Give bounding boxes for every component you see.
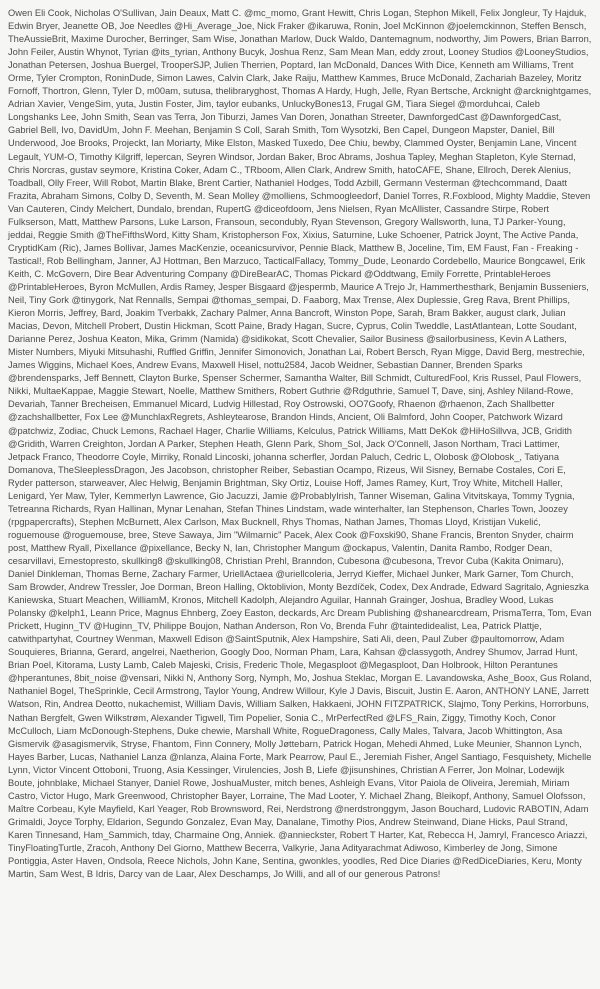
patron-credits-text: Owen Eli Cook, Nicholas O'Sullivan, Jain Deaux, Matt C. @mc_momo, Grant Hewitt, Chris Logan, Stephon Mikell, Felix Jongleur, Ty Hajduk, Edwin Bryer, Jeanette OB, Joe Needles @Hi_Average_Joe, Nick Fraker @ikaruwa, Ronin, Joel McKinnon @joelemckinnon, Steffen Bensch, TheAussieBrit, Maxime Durocher, Berringer, Sam Wise, Jonathan Marlow, Duck Waldo, Dantemagnum, nodworthy, Jim Powers, Brian Barron, John Feiler, Austin Whynot, Tyrian @its_tyrian, Anthony Bucyk, Joshua Renz, Sam Mean Man, eddy zrout, Looney Studios @LooneyStudios, Jonathan Petersen, Joshua Buergel, TrooperSJP, Julien Therrien, Poptard, Ian McDonald, Dances With Dice, Kenneth am Williams, Trent Orme, Tyler Crompton, RoninDude, Simon Lawes, Calvin Clark, Jake Raiju, Matthew Kammes, Bruce McDonald, Zachariah Bazeley, Moritz Fornoff, Thortron, Glenn, Tyler D, m00am, sutusa, thelibraryghost, Thomas A Hardy, Hugh, Jelle, Ryan Bertsche, Arcknight @arcknightgames, Adrian Xavier, VengeSim, yuta, Justin Foster, Jim, taylor eubanks, UnluckyBones13, Frugal GM, Tiara Siegel @morduhcai, Caleb Longshanks Lee, John Smith, Sean vas Terra, Jon Tiburzi, James Van Doren, Jonathan Streeter, DawnforgedCast @DawnforgedCast, Gabriel Bell, Ivo, DavidUm, John F. Meehan, Benjamin S Coll, Sarah Smith, Tom Wysotzki, Ben Capel, Dungeon Mapster, Daniel, Bill Underwood, Joe Brooks, Projeckt, Ian Moriarty, Mike Elston, Masked Tuxedo, Dee Chiu, bewby, Clammed Oyster, Benjamin Lane, Vincent Legault, YUM-O, Timothy Kilgriff, lepercan, Seyren Windsor, Jordan Baker, Broc Abrams, Joshua Tapley, Meghan Stapleton, Kyle Sternad, Chris Norcras, gustav seymore, Kristina Coker, Adam C., TRboom, Allen Clark, Andrew Smith, hatoCAFE, Shane, Ellroch, Derek Alenius, Toadball, Olly Freer, Will Robot, Martin Blake, Brent Cartier, Nathaniel Hodges, Todd Azbill, Germann Vesterman @techcommand, Daatt Frazita, Abraham Simons, Colby D, Seventh, M. Sean Molley @molliens, Schmoogleedorf, Daniel Torres, R.Foxblood, Mighty Maddie, Steven Van Cauteren, Cindy Melchert, Dundalo, brendan, RupertG @diceofdoom, Jens Nielsen, Ryan McAllister, Cassandre Stirpe, Robert Fulkserson, Matt, Matthew Parsons, Luke Larson, Fransoun, secondubly, Ryan Stevenson, Gregory Wallsworth, luna, TJ Parker-Young, jeddai, Reggie Smith @TheFifthsWord, Kitty Sham, Kristopherson Fox, Xixius, Saturnine, Luke Schoener, Patrick Joynt, The Active Panda, CryptidKam (Ric), James Bollivar, James MacKenzie, oceanicsurvivor, Pennie Black, Matthew B, Joceline, Tim, EM Faust, Fan - Freaking - Tastical!, Rob Bellingham, Janner, AJ Hottman, Ben Marzuco, TacticalFallacy, Tommy_Dude, Leonardo Cordebello, Maurice Bongcawel, Erik Keith, C. McGovern, Dire Bear Adventuring Company @DireBearAC, Thomas Pickard @Oddtwang, Emily Forrette, PrintableHeroes @PrintableHeroes, Byron McMullen, Ardis Ramey, Jesper Bisgaard @jespermb, Maurice A Trejo Jr, Hammerthesthark, Benjamin Busseniers, Neil, Tiny Gork @tinygork, Nat Rennalls, Sempai @thomas_sempai, D. Faaborg, Max Trense, Alex Duplessie, Greg Rava, Brent Phillips, Kieron Morris, Jeffrey, Bard, Joakim Tverbakk, Zachary Palmer, Anna Bancroft, Winston Pope, Sarah, Bram Bakker, august clark, Julian Macias, Devon, Mitchell Probert, Dustin Hickman, Scott Paine, Brady Hagan, Sucre, Cyprus, Colin Tweddle, LastAtlantean, Lotte Soudant, Darianne Perez, Joshua Keaton, Mika, Grimm (Namida) @sidikokat, Scott Chevalier, Sailor Business @sailorbusiness, Kevin A Lathers, Mister Numbers, Miyuki Mitsuhashi, Ruffled Griffin, Jennifer Simonovich, Jonathan Lai, Robert Bersch, Ryan Migge, David Berg, mestrechie, James Wiggins, Michael Koes, Andrew Evans, Maxwell Hisel, nottu2584, Jacob Weidner, Sebastian Danner, Brenden Sparks @brendensparks, Jeff Bennett, Clayton Burke, Spenser Schermer, Samantha Walter, Bill Schmidt, CulturedFool, Kris Russel, Paul Flowers, Nikki, MultaeKappae, Maggie Stewart, Noelle, Matthew Smithers, Robert Guthrie @Rdguthrie, Samuel T, Dave, sinj, Ashley Niland-Rowe, Devariah, Tanner Brecheisen, Emmanuel Micard, Ludvig Hillestad, Roy Ostrowski, OO7Goofy, Rhaenon @rhaenon, Zach Shallbetter @zachshallbetter, Fox Lee @MunchlaxRegrets, Ashleytearose, Brandon Hinds, Ancient, Oli Balmford, John Cooper, Patchwork Wizard @patchwiz, Zodiac, Chuck Lemons, Rachael Hager, Charlie Williams, Kelculus, Patrick Williams, Matt DeKok @HiHoSillvva, JCB, Gridith @Gridith, Warren Creighton, Jordan A Parker, Stephen Heath, Glenn Park, Shom_Sol, Jack O'Connell, Jason Northam, Traci Lattimer, Jetpack Franco, Theodorre Coyle, Mirriky, Ronald Lincoski, johanna scherfler, Jordan Paluch, Cedric L, Olobosk @Olobosk_, Tatiyana Domanova, TheSleeplessDragon, Jes Jacobson, christopher Reiber, Sebastian Ocampo, Rizeus, Wil Sisney, Bernabe Costales, Cori E, Ryder patterson, starweaver, Alec Helwig, Benjamin Brightman, Sky Ortiz, Louise Hoff, James Ramey, Kurt, Troy White, Mitchell Haller, Lenigard, Yer Maw, Tyler, Kemmerlyn Lawrence, Gio Jacuzzi, Jamie @ProbablyIrish, Tanner Wiseman, Galina Vitvitskaya, Tommy Tygnia, Tetreanna Richards, Ryan Hallinan, Mynar Lenahan, Stefan Thines Lindstam, wade winterhalter, Ian Stephenson, Charles Town, Joozey (rpgpapercrafts), Stephen McBurnett, Alex Carlson, Max Bucknell, Rhys Thomas, Nathan James, Thomas Lloyd, Kristijan Vukelić, roguemouse @roguemouse, bree, Steve Sawaya, Jim "Wilmarnic" Pacek, Alex Cook @Foxski90, Shane Francis, Brenton Snyder, chairm post, Matthew Ryall, Pixellance @pixellance, Becky N, Ian, Christopher Mangum @ockapus, Valentin, Danita Rambo, Rodger Dean, cesarvillavi, Ernestopresto, skullking8 @skullking08, Christian Prehl, Branndon, Cubesona @cubesona, Trevor Cuba (Kakita Onimaru), Daniel Dinkleman, Thomas Berne, Zachary Farmer, UriellActaea @uriellcoleria, Jerryd Kieffer, Michael Junker, Mark Garner, Tom Church, Sam Browder, Andrew Tressler, Joe Dorman, Breon Halling, Oktoblivion, Monty Bezdíček, Codex, Dex Andrade, Edward Sagritalo, Agnieszka Kaniewska, Stuart Meachen, WilliamM, Kronos, Mitchell Kadolph, Alejandro Aguilar, Hannah Grainger, Joshua, Bradley Wood, Lukas Polansky @kelph1, Leann Price, Magnus Ehnberg, Zoey Easton, deckards, Arc Dream Publishing @shanearcdream, PrismaTerra, Tom, Evan Prickett, Huginn_TV @Huginn_TV, Philippe Boujon, Nathan Anderson, Ron Vo, Brenda Fuhr @taintedidealist, Lea, Patrick Plattje, catwithpartyhat, Courtney Wenman, Maxwell Edison @SaintSputnik, Alex Hampshire, Sati Ali, deen, Paul Zuber @paultomorrow, Adam Souquieres, Brianna, Gerard, angelrei, Naetherion, Googly Doo, Norman Pham, Lara, Kahsan @classygoth, Andrey Shumov, Jarrad Hunt, Brian Poel, Kitorama, Lusty Lamb, Caleb Majeski, Crisis, Frederic Thole, Megasploot @Megasploot, Dan Holbrook, Hilton Perantunes @hperantunes, 8bit_noise @vensari, Nikki N, Anthony Sorg, Nymph, Mo, Joshua Steklac, Morgan E. Lavandowska, Ashe_Boox, Gus Roland, Nathaniel Bogel, TheSprinkle, Cecil Armstrong, Taylor Young, Andrew Willour, Kyle J Davis, Biscuit, Justin E. Aaron, ANTHONY LANE, Jarrett Watson, Rin, Andrea Deotto, nukachemist, William Davis, William Salken, Hakkaeni, JOHN FITZPATRICK, Slajmo, Tony Perkins, Horrorbuns, Nathan Bergfelt, Gwen Wilkstrøm, Alexander Tigwell, Tim Popelier, Sonia C., MrPerfectRed @LFS_Rain, Ziggy, Timothy Koch, Conor McCulloch, Liam McDonough-Stephens, Duke chewie, Marshall White, RogueDragoness, Cally Males, Talvara, Jacob Whittington, Asa Gismervik @asagismervik, Stryse, Fhantom, Finn Connery, Molly Jøttebarn, Patrick Hogan, Mehedi Ahmed, Luke Meunier, Shannon Lynch, Hayes Barber, Lucas, Nathaniel Lanza @nlanza, Alaina Forte, Mark Pearrow, Paul E., Jeremiah Fisher, Angel Santiago, Fesquishety, Michelle Lynn, Victor Vincent Ottoboni, Truong, Asia Kessinger, Virulencies, Josh B, Liefe @jisunshines, Christian A Ferrer, Jon Molnar, Lodewijk Boute, johnblake, Michael Stanyer, Daniel Rowe, JoshuaMuster, mitch benes, Ashleigh Evans, Vitor Paiola de Oliveira, Jeremiah, Miriam Castro, Victor Hugo, Mark Greenwood, Christopher Bayer, Lorraine, The Mad Looter, Y. Michael Zhang, Bleikopf, Anthony, Samuel Olofsson, Maître Corbeau, Kyle Mayfield, Karl Yeager, Rob Brownsword, Rei, Nerdstrong @nerdstronggym, Jason Bouchard, Ludovic RABOTIN, Adam Grimaldi, Joyce Torphy, Eldarion, Segundo Gonzalez, Evan May, Danalane, Timothy Pios, Andrew Steinwand, Diane Hicks, Paul Strand, Karen Tinnesand, Ham_Sammich, tday, Charmaine Ong, Anniek. @annieckster, Robert T Harter, Kat, Rebecca H, Jamryl, Francesco Ariazzi, TinyFloatingTurtle, Zracoh, Anthony Del Giorno, Matthew Becerra, Valkyrie, Jana Adityarachmat Adiwoso, Kimberley de Jong, Simone Pontiggia, Aster Haven, Ondsola, Reece Nichols, John Kane, Sentina, gwonkles, yoodles, Red Dice Diaries @RedDiceDiaries, Keru, Monty Martin, Sam West, B Idris, Darcy van de Laar, Alex Deschamps, Jo Willi, and all of our generous Patrons! — [8, 8, 592, 880]
